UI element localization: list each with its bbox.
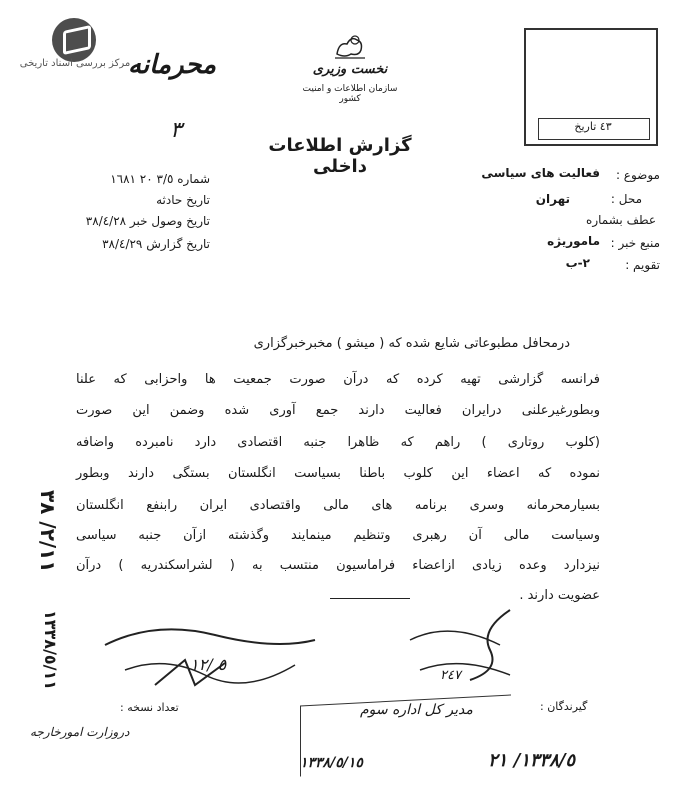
body-line-8: نیزدارد وعده زیادی ازاعضاء فراماسیون منتسب به ( لشراسکندریه ) درآن: [76, 558, 600, 573]
subject-label: موضوع :: [615, 168, 660, 182]
body-line-4: (کلوب روتاری ) راهم که ظاهرا جنبه اقتصادی دارد نامبرده واضافه: [76, 435, 600, 450]
ministry-title: نخست وزیری: [312, 62, 388, 77]
incident-date: تاریخ حادثه: [156, 193, 210, 207]
closing-dash-line: [330, 598, 410, 599]
vertical-date-stamp-1: ٢/١١/ ٣٨: [36, 490, 60, 573]
copies-count-label: تعداد نسخه :: [120, 701, 179, 714]
source-value: ماموریژه: [547, 234, 600, 248]
lion-sun-emblem-icon: [333, 32, 367, 60]
body-line-7: وسیاست مالی آن رهبری وتنظیم مینمایند وگذشته ازآن جنبه سیاسی: [76, 528, 600, 543]
place-value: تهران: [535, 192, 570, 206]
recipients-label: گیرندگان :: [540, 700, 588, 713]
archive-caption: مرکز بررسی اسناد تاریخی: [19, 58, 131, 69]
evaluation-value: ٢-ب: [565, 256, 590, 270]
evaluation-label: تقویم :: [625, 258, 660, 272]
vertical-date-stamp-2: ١٣٣٨/٥/١١: [41, 610, 60, 691]
document-sequence-number: ٣: [170, 118, 182, 143]
source-label: منبع خبر :: [610, 236, 660, 250]
report-date: تاریخ گزارش ٣٨/٤/٢٩: [102, 237, 210, 251]
ministry-subtitle: سازمان اطلاعات و امنیت کشور: [302, 84, 398, 104]
body-line-9: عضویت دارند .: [519, 588, 600, 603]
routing-note: مدیر کل اداره سوم: [360, 702, 473, 718]
report-title: گزارش اطلاعات داخلی: [268, 135, 412, 177]
body-line-1: درمحافل مطبوعاتی شایع شده که ( میشو ) مخبرخبرگزاری: [253, 336, 570, 351]
receipt-date: تاریخ وصول خبر ٣٨/٤/٢٨: [85, 214, 210, 228]
place-label: محل :: [610, 192, 642, 206]
handwritten-bottom-note: دروزارت امورخارجه: [30, 725, 130, 739]
body-line-5: نموده که اعضاء این کلوب باطنا بسیاست انگلستان بستگی دارند وبطور: [76, 466, 600, 481]
body-line-6: بسیارمحرمانه وسری برنامه های مالی واقتصادی ایران رابنفع انگلستان: [76, 498, 600, 513]
reference-label: عطف بشماره: [586, 213, 656, 227]
body-line-2: فرانسه گزارشی تهیه کرده که درآن صورت جمعیت ها واحزابی که علنا: [76, 372, 600, 387]
bottom-date-stamp-2: ١٣٣٨/٥/ ٢١: [488, 750, 576, 771]
received-stamp-text: ٤٣ تاریخ: [574, 120, 612, 133]
classification-heading: محرمانه: [128, 50, 217, 80]
body-line-3: وبطورغیرعلنی درایران فعالیت دارند جمع آوری شده وضمن این صورت: [76, 403, 600, 418]
bottom-date-stamp-1: ١٣٣٨/٥/١٥: [300, 755, 363, 771]
report-number: شماره ٣/٥ ٢٠ ١٦٨١: [110, 172, 210, 186]
archive-logo-icon: [52, 18, 96, 62]
signature-number-right: ٢٤٧: [440, 668, 461, 683]
subject-value: فعالیت های سیاسی: [481, 166, 600, 180]
signature-note-left: ٥ /١٢: [190, 655, 227, 674]
